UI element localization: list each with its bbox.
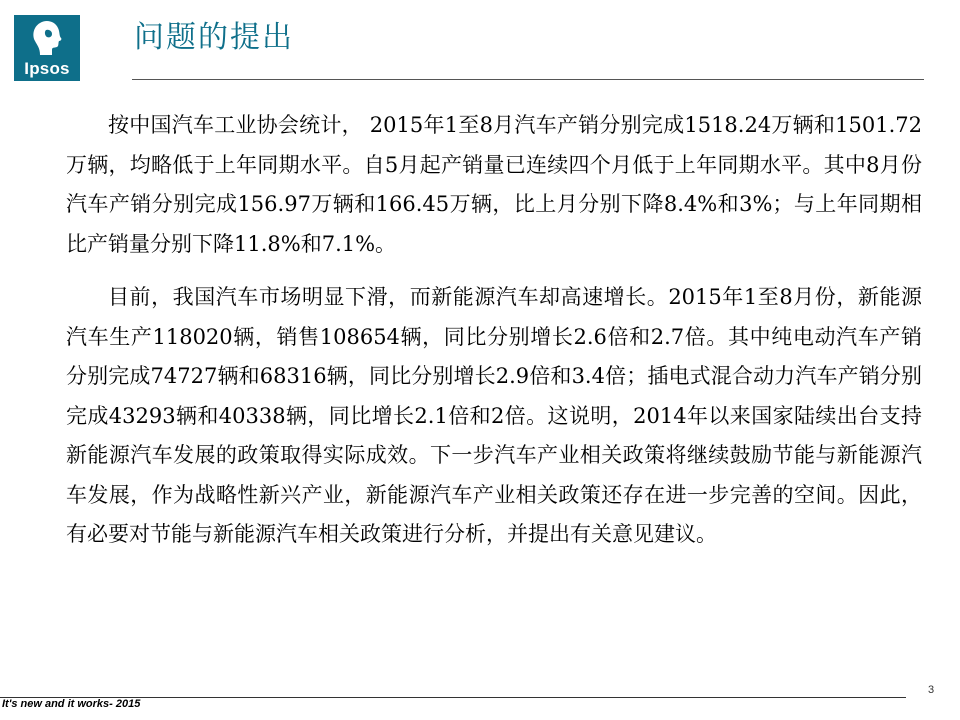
ipsos-logo <box>14 15 80 81</box>
title-divider <box>132 79 924 80</box>
paragraph-new-energy-vehicles: 目前，我国汽车市场明显下滑，而新能源汽车却高速增长。2015年1至8月份，新能源汽车生产118020辆，销售108654辆，同比分别增长2.6倍和2.7倍。其中纯电动汽车产销分别完成74727辆和68316辆，同比分别增长2.9倍和3.4倍；插电式混合动力汽车产销分别完成43293辆和40338辆，同比增长2.1倍和2倍。这说明，2014年以来国家陆续出台支持新能源汽车发展的政策取得实际成效。下一步汽车产业相关政策将继续鼓励节能与新能源汽车发展，作为战略性新兴产业，新能源汽车产业相关政策还存在进一步完善的空间。因此，有必要对节能与新能源汽车相关政策进行分析，并提出有关意见建议。 <box>66 285 922 546</box>
page-title: 问题的提出 <box>134 20 294 55</box>
slide-body <box>66 106 922 555</box>
paragraph-production-sales: 按中国汽车工业协会统计， 2015年1至8月汽车产销分别完成1518.24万辆和1501.72万辆，均略低于上年同期水平。自5月起产销量已连续四个月低于上年同期水平。其中8月份汽车产销分别完成156.97万辆和166.45万辆，比上月分别下降8.4%和3%；与上年同期相比产销量分别下降11.8%和7.1%。 <box>66 113 922 256</box>
page-number: 3 <box>928 684 935 696</box>
head-silhouette-icon <box>14 15 80 59</box>
footer-tagline: It's new and it works- 2015 <box>2 698 141 710</box>
logo-text: Ipsos <box>24 59 70 78</box>
